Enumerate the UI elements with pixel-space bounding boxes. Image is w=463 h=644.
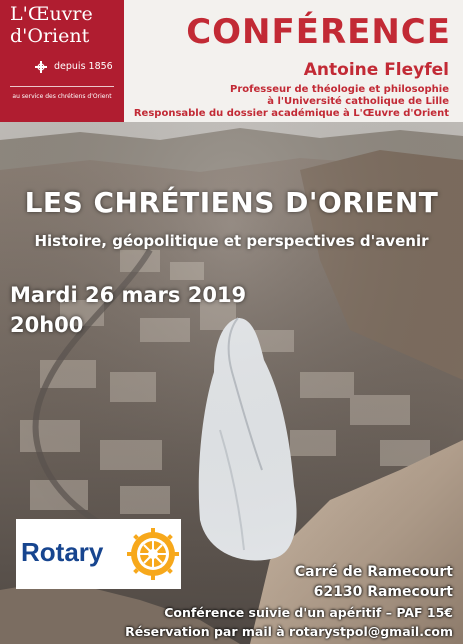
event-time: 20h00 [10,313,84,337]
logo-name-line2: d'Orient [10,25,90,47]
logo-name-line1: L'Œuvre [10,3,93,25]
rotary-wordmark: Rotary [21,537,104,567]
conference-heading: CONFÉRENCE [186,12,451,52]
speaker-role-line: Professeur de théologie et philosophie [230,84,449,95]
venue-name: Carré de Ramecourt [294,564,453,580]
event-note: Conférence suivie d'un apéritif – PAF 15€ [164,605,453,620]
logo-divider [10,86,114,87]
event-title: LES CHRÉTIENS D'ORIENT [24,186,439,219]
logo-tagline: au service des chrétiens d'Orient [12,93,112,100]
cross-icon [34,60,48,74]
venue-city: 62130 Ramecourt [313,584,453,600]
event-subtitle: Histoire, géopolitique et perspectives d'avenir [34,232,429,250]
logo-since: depuis 1856 [54,61,113,72]
speaker-role-line: à l'Université catholique de Lille [267,96,449,107]
speaker-name: Antoine Fleyfel [303,60,449,80]
rotary-wheel-icon [126,527,180,581]
rotary-logo [16,519,181,589]
speaker-role-line: Responsable du dossier académique à L'Œuvre d'Orient [133,108,449,119]
event-date: Mardi 26 mars 2019 [10,283,247,307]
reservation-info: Réservation par mail à rotarystpol@gmail.com [125,624,453,639]
oeuvre-orient-logo [0,0,124,122]
